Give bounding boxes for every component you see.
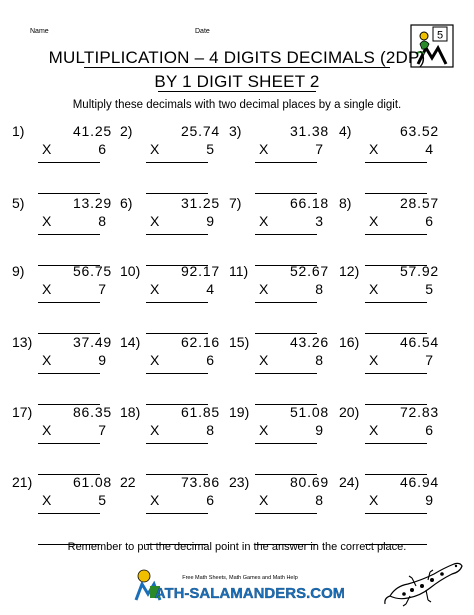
problem-multiplier: 5 bbox=[425, 281, 433, 297]
problem-multiplicand: 73.86 bbox=[180, 474, 220, 490]
multiply-sign: X bbox=[259, 281, 269, 297]
multiply-sign: X bbox=[369, 141, 379, 157]
multiply-sign: X bbox=[150, 141, 160, 157]
problem-number: 13) bbox=[12, 334, 33, 350]
problem-underline bbox=[255, 234, 317, 235]
instructions-text: Multiply these decimals with two decimal places by a single digit. bbox=[72, 99, 402, 111]
problem-21 bbox=[12, 474, 112, 548]
worksheet-title-line2: BY 1 DIGIT SHEET 2 bbox=[154, 72, 320, 91]
problem-number: 6) bbox=[120, 195, 133, 211]
problem-11 bbox=[229, 263, 329, 337]
worksheet-title-line1: MULTIPLICATION – 4 DIGITS DECIMALS (2DP) bbox=[48, 48, 426, 67]
problem-number: 2) bbox=[120, 123, 133, 139]
problem-multiplier: 9 bbox=[315, 422, 323, 438]
problem-underline bbox=[146, 162, 208, 163]
problem-number: 24) bbox=[339, 474, 360, 490]
multiply-sign: X bbox=[259, 141, 269, 157]
problem-multiplier: 8 bbox=[315, 492, 323, 508]
problem-multiplicand: 51.08 bbox=[289, 404, 329, 420]
problem-multiplier: 7 bbox=[315, 141, 323, 157]
title-underline-1 bbox=[84, 67, 390, 68]
problem-multiplier: 7 bbox=[98, 281, 106, 297]
logo-grade: 5 bbox=[436, 29, 444, 42]
problem-multiplicand: 52.67 bbox=[289, 263, 329, 279]
problem-multiplicand: 46.54 bbox=[399, 334, 439, 350]
problem-underline bbox=[38, 373, 100, 374]
multiply-sign: X bbox=[150, 352, 160, 368]
problem-multiplier: 6 bbox=[206, 352, 214, 368]
problem-multiplier: 6 bbox=[425, 213, 433, 229]
problem-number: 17) bbox=[12, 404, 33, 420]
problem-number: 5) bbox=[12, 195, 25, 211]
multiply-sign: X bbox=[369, 281, 379, 297]
problem-multiplicand: 31.25 bbox=[180, 195, 220, 211]
problem-19 bbox=[229, 404, 329, 478]
problem-number: 11) bbox=[229, 263, 249, 279]
problem-multiplier: 6 bbox=[206, 492, 214, 508]
problem-number: 16) bbox=[339, 334, 360, 350]
problem-underline bbox=[146, 373, 208, 374]
problem-multiplicand: 92.17 bbox=[180, 263, 220, 279]
problem-number: 23) bbox=[229, 474, 250, 490]
multiply-sign: X bbox=[150, 422, 160, 438]
multiply-sign: X bbox=[369, 352, 379, 368]
problem-2 bbox=[120, 123, 220, 197]
problem-multiplier: 7 bbox=[98, 422, 106, 438]
problem-multiplicand: 80.69 bbox=[289, 474, 329, 490]
answer-line[interactable] bbox=[146, 193, 208, 194]
problem-number: 3) bbox=[229, 123, 242, 139]
problem-underline bbox=[365, 162, 427, 163]
problem-12 bbox=[339, 263, 439, 337]
gecko-graphic bbox=[382, 556, 466, 610]
problem-underline bbox=[38, 513, 100, 514]
problem-5 bbox=[12, 195, 112, 269]
problem-7 bbox=[229, 195, 329, 269]
banner-tagline: Free Math Sheets, Math Games and Math Help bbox=[182, 575, 298, 581]
multiply-sign: X bbox=[259, 352, 269, 368]
decimal-reminder: Remember to put the decimal point in the answer in the correct place. bbox=[67, 541, 407, 553]
problem-number: 12) bbox=[339, 263, 360, 279]
problem-underline bbox=[146, 443, 208, 444]
problem-multiplier: 3 bbox=[315, 213, 323, 229]
problem-multiplicand: 28.57 bbox=[399, 195, 439, 211]
problem-underline bbox=[255, 162, 317, 163]
problem-8 bbox=[339, 195, 439, 269]
problem-6 bbox=[120, 195, 220, 269]
problem-number: 8) bbox=[339, 195, 352, 211]
problem-number: 4) bbox=[339, 123, 352, 139]
banner-graphic bbox=[130, 562, 344, 608]
problem-4 bbox=[339, 123, 439, 197]
multiply-sign: X bbox=[42, 281, 52, 297]
problem-number: 14) bbox=[120, 334, 141, 350]
problem-underline bbox=[38, 234, 100, 235]
problem-multiplicand: 62.16 bbox=[180, 334, 220, 350]
multiply-sign: X bbox=[150, 492, 160, 508]
problem-multiplicand: 56.75 bbox=[72, 263, 112, 279]
problem-multiplicand: 61.08 bbox=[72, 474, 112, 490]
problem-multiplicand: 41.25 bbox=[72, 123, 112, 139]
multiply-sign: X bbox=[42, 213, 52, 229]
problem-20 bbox=[339, 404, 439, 478]
multiply-sign: X bbox=[42, 141, 52, 157]
problem-underline bbox=[365, 513, 427, 514]
multiply-sign: X bbox=[259, 492, 269, 508]
problem-multiplier: 7 bbox=[425, 352, 433, 368]
problem-22 bbox=[120, 474, 220, 548]
problem-underline bbox=[365, 234, 427, 235]
problem-multiplier: 6 bbox=[98, 141, 106, 157]
problem-number: 18) bbox=[120, 404, 141, 420]
multiply-sign: X bbox=[369, 213, 379, 229]
problem-23 bbox=[229, 474, 329, 548]
multiply-sign: X bbox=[42, 422, 52, 438]
problem-number: 22 bbox=[120, 474, 136, 490]
problem-number: 19) bbox=[229, 404, 250, 420]
problem-16 bbox=[339, 334, 439, 408]
problem-number: 10) bbox=[120, 263, 141, 279]
date-label: Date bbox=[195, 28, 210, 35]
name-label: Name bbox=[30, 28, 49, 35]
answer-line[interactable] bbox=[255, 193, 317, 194]
problem-multiplier: 8 bbox=[315, 352, 323, 368]
problem-multiplier: 4 bbox=[206, 281, 214, 297]
problem-3 bbox=[229, 123, 329, 197]
multiply-sign: X bbox=[150, 281, 160, 297]
problem-multiplicand: 86.35 bbox=[72, 404, 112, 420]
answer-line[interactable] bbox=[38, 193, 100, 194]
problem-15 bbox=[229, 334, 329, 408]
title-underline-2 bbox=[158, 91, 316, 92]
problem-number: 20) bbox=[339, 404, 360, 420]
multiply-sign: X bbox=[150, 213, 160, 229]
problem-multiplicand: 13.29 bbox=[72, 195, 112, 211]
problem-underline bbox=[365, 302, 427, 303]
problem-number: 7) bbox=[229, 195, 242, 211]
problem-underline bbox=[365, 443, 427, 444]
problem-multiplicand: 25.74 bbox=[180, 123, 220, 139]
multiply-sign: X bbox=[259, 213, 269, 229]
problem-number: 15) bbox=[229, 334, 250, 350]
problem-underline bbox=[146, 234, 208, 235]
problem-multiplicand: 63.52 bbox=[399, 123, 439, 139]
problem-multiplicand: 43.26 bbox=[289, 334, 329, 350]
problem-underline bbox=[255, 302, 317, 303]
problem-underline bbox=[255, 443, 317, 444]
problem-underline bbox=[38, 162, 100, 163]
answer-line[interactable] bbox=[365, 193, 427, 194]
banner-site: ATH-SALAMANDERS.COM bbox=[154, 585, 344, 602]
problem-multiplicand: 57.92 bbox=[399, 263, 439, 279]
problem-underline bbox=[365, 373, 427, 374]
footer-banner bbox=[130, 562, 344, 608]
multiply-sign: X bbox=[42, 492, 52, 508]
problem-multiplier: 8 bbox=[206, 422, 214, 438]
gecko-illustration bbox=[382, 556, 466, 610]
problem-multiplier: 9 bbox=[206, 213, 214, 229]
problem-multiplicand: 31.38 bbox=[289, 123, 329, 139]
problem-underline bbox=[38, 302, 100, 303]
problem-17 bbox=[12, 404, 112, 478]
problem-number: 21) bbox=[12, 474, 33, 490]
problem-underline bbox=[38, 443, 100, 444]
problem-number: 9) bbox=[12, 263, 25, 279]
problem-underline bbox=[255, 513, 317, 514]
problem-1 bbox=[12, 123, 112, 197]
problem-multiplier: 6 bbox=[425, 422, 433, 438]
multiply-sign: X bbox=[259, 422, 269, 438]
problem-multiplicand: 37.49 bbox=[72, 334, 112, 350]
problem-multiplier: 5 bbox=[206, 141, 214, 157]
problem-24 bbox=[339, 474, 439, 548]
problem-multiplier: 4 bbox=[425, 141, 433, 157]
problem-multiplicand: 72.83 bbox=[399, 404, 439, 420]
problem-underline bbox=[255, 373, 317, 374]
problem-multiplier: 8 bbox=[315, 281, 323, 297]
problem-18 bbox=[120, 404, 220, 478]
problem-10 bbox=[120, 263, 220, 337]
multiply-sign: X bbox=[42, 352, 52, 368]
problem-9 bbox=[12, 263, 112, 337]
problem-multiplier: 5 bbox=[98, 492, 106, 508]
problem-number: 1) bbox=[12, 123, 25, 139]
problem-multiplier: 8 bbox=[98, 213, 106, 229]
problem-14 bbox=[120, 334, 220, 408]
problem-underline bbox=[146, 302, 208, 303]
problem-multiplicand: 61.85 bbox=[180, 404, 220, 420]
multiply-sign: X bbox=[369, 422, 379, 438]
problem-multiplier: 9 bbox=[98, 352, 106, 368]
problem-underline bbox=[146, 513, 208, 514]
problem-13 bbox=[12, 334, 112, 408]
problem-multiplicand: 46.94 bbox=[399, 474, 439, 490]
problem-multiplicand: 66.18 bbox=[289, 195, 329, 211]
problem-multiplier: 9 bbox=[425, 492, 433, 508]
multiply-sign: X bbox=[369, 492, 379, 508]
